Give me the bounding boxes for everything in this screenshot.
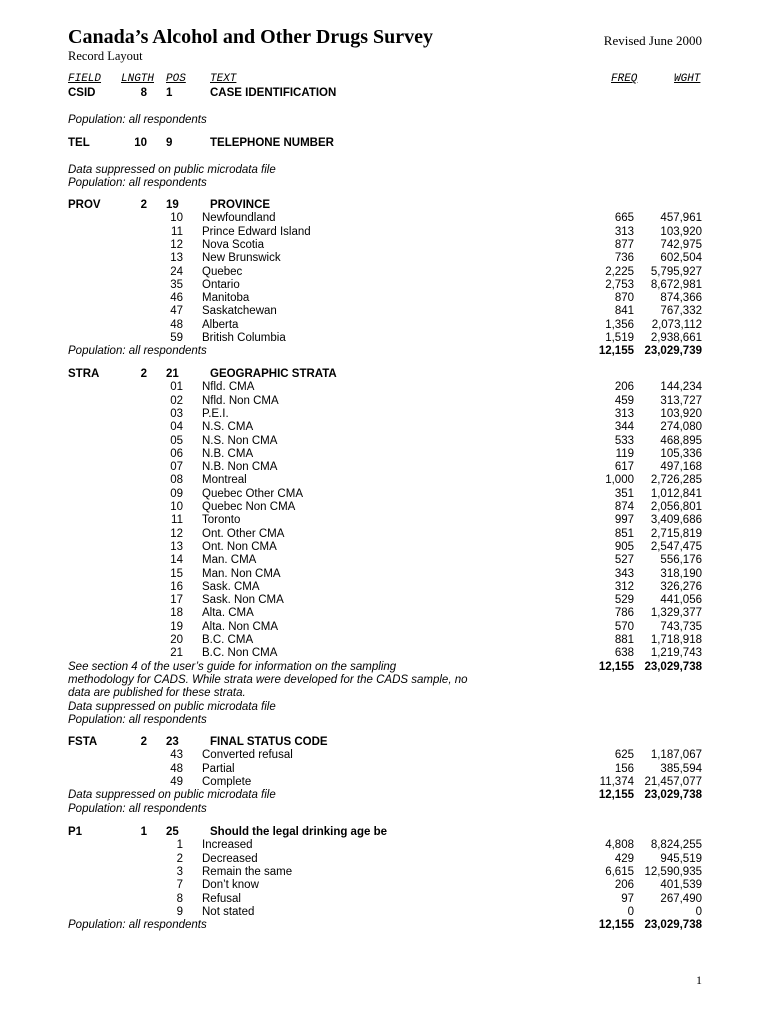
field-position: 19 bbox=[166, 199, 179, 211]
value-code: 10 bbox=[170, 501, 183, 513]
value-frequency: 638 bbox=[614, 647, 634, 660]
field-note: Population: all respondents bbox=[68, 919, 207, 932]
value-frequency: 0 bbox=[627, 905, 634, 918]
value-label: British Columbia bbox=[202, 332, 286, 344]
value-frequency: 2,753 bbox=[605, 278, 634, 291]
value-weight: 1,329,377 bbox=[650, 607, 702, 620]
value-label: Newfoundland bbox=[202, 212, 276, 225]
value-weight: 105,336 bbox=[660, 447, 702, 460]
value-code: 47 bbox=[170, 305, 183, 318]
page-number: 1 bbox=[696, 973, 702, 987]
column-header-field: FIELD bbox=[68, 73, 102, 85]
value-frequency: 527 bbox=[614, 554, 634, 567]
value-label: Alta. CMA bbox=[202, 607, 254, 620]
revision-date: Revised June 2000 bbox=[603, 33, 702, 48]
value-weight: 274,080 bbox=[660, 421, 702, 434]
value-row bbox=[0, 474, 770, 487]
value-weight: 1,718,918 bbox=[650, 634, 702, 646]
value-label: Alberta bbox=[202, 318, 239, 331]
value-frequency: 343 bbox=[614, 567, 634, 580]
value-code: 2 bbox=[176, 852, 183, 865]
value-weight: 556,176 bbox=[660, 554, 702, 567]
value-weight: 385,594 bbox=[660, 762, 702, 775]
value-code: 46 bbox=[170, 292, 183, 305]
value-code: 02 bbox=[170, 394, 183, 407]
value-label: Refusal bbox=[202, 892, 241, 905]
value-label: Prince Edward Island bbox=[202, 225, 311, 238]
value-row bbox=[0, 763, 770, 776]
value-label: Toronto bbox=[202, 514, 241, 527]
field-note: Population: all respondents bbox=[68, 177, 207, 190]
value-weight: 103,920 bbox=[660, 407, 702, 420]
value-frequency: 2,225 bbox=[605, 265, 634, 278]
value-frequency: 533 bbox=[614, 434, 634, 447]
value-frequency: 877 bbox=[614, 238, 634, 251]
field-position: 21 bbox=[166, 368, 179, 380]
value-label: Quebec Other CMA bbox=[202, 487, 303, 500]
value-row bbox=[0, 607, 770, 620]
value-row bbox=[0, 581, 770, 594]
value-label: New Brunswick bbox=[202, 252, 281, 265]
field-note: Data suppressed on public microdata file bbox=[68, 700, 276, 713]
column-header-pos: POS bbox=[166, 73, 186, 85]
value-weight: 2,547,475 bbox=[650, 540, 702, 553]
value-row bbox=[0, 501, 770, 514]
value-label: Quebec bbox=[202, 265, 243, 278]
value-label: Montreal bbox=[202, 474, 247, 487]
value-label: N.B. Non CMA bbox=[202, 461, 278, 474]
value-frequency: 119 bbox=[615, 447, 634, 460]
value-code: 13 bbox=[170, 252, 183, 265]
value-code: 3 bbox=[176, 865, 183, 878]
value-weight: 12,590,935 bbox=[644, 865, 702, 878]
value-code: 1 bbox=[176, 839, 183, 852]
value-label: Decreased bbox=[202, 852, 258, 865]
field-note: Population: all respondents bbox=[68, 345, 207, 358]
value-frequency: 625 bbox=[614, 749, 634, 762]
value-row bbox=[0, 266, 770, 279]
value-label: Quebec Non CMA bbox=[202, 501, 296, 513]
value-code: 08 bbox=[170, 474, 183, 487]
value-row bbox=[0, 647, 770, 660]
value-weight: 8,672,981 bbox=[650, 278, 702, 291]
value-row bbox=[0, 395, 770, 408]
value-label: B.C. CMA bbox=[202, 634, 254, 646]
value-label: Not stated bbox=[202, 905, 255, 918]
value-row bbox=[0, 906, 770, 919]
value-frequency: 156 bbox=[614, 762, 634, 775]
value-code: 35 bbox=[170, 278, 183, 291]
value-code: 43 bbox=[170, 749, 183, 762]
value-label: Nfld. CMA bbox=[202, 381, 255, 394]
value-row bbox=[0, 279, 770, 292]
value-code: 48 bbox=[170, 762, 183, 775]
value-row bbox=[0, 292, 770, 305]
field-position: 1 bbox=[166, 87, 173, 99]
field-length: 2 bbox=[140, 199, 147, 211]
value-label: Alta. Non CMA bbox=[202, 620, 279, 633]
value-frequency: 665 bbox=[614, 212, 634, 225]
value-row bbox=[0, 594, 770, 607]
value-code: 9 bbox=[176, 905, 183, 918]
value-weight: 767,332 bbox=[660, 305, 702, 318]
value-code: 20 bbox=[170, 634, 183, 646]
total-weight: 23,029,738 bbox=[644, 789, 702, 802]
field-name: PROV bbox=[68, 199, 101, 211]
value-frequency: 874 bbox=[614, 501, 634, 513]
value-label: Remain the same bbox=[202, 865, 293, 878]
value-frequency: 429 bbox=[614, 852, 634, 865]
value-weight: 441,056 bbox=[660, 594, 702, 607]
field-name: P1 bbox=[68, 826, 83, 838]
value-label: Ontario bbox=[202, 278, 240, 291]
value-code: 48 bbox=[170, 318, 183, 331]
field-length: 1 bbox=[140, 826, 147, 838]
value-label: Don’t know bbox=[202, 879, 259, 892]
value-weight: 2,715,819 bbox=[650, 527, 702, 540]
page-title: Canada’s Alcohol and Other Drugs Survey bbox=[68, 26, 434, 48]
field-description: Should the legal drinking age be bbox=[210, 826, 387, 838]
value-weight: 1,012,841 bbox=[650, 487, 702, 500]
value-code: 18 bbox=[170, 607, 183, 620]
value-row bbox=[0, 554, 770, 567]
value-label: Sask. CMA bbox=[202, 580, 260, 593]
field-note: Data suppressed on public microdata file bbox=[68, 164, 276, 176]
field-description: CASE IDENTIFICATION bbox=[210, 87, 337, 99]
total-frequency: 12,155 bbox=[598, 660, 634, 673]
value-weight: 874,366 bbox=[660, 292, 702, 305]
value-frequency: 1,356 bbox=[605, 318, 634, 331]
value-frequency: 570 bbox=[614, 620, 634, 633]
value-row bbox=[0, 514, 770, 527]
value-code: 21 bbox=[170, 647, 183, 660]
value-label: N.S. CMA bbox=[202, 421, 254, 434]
value-label: B.C. Non CMA bbox=[202, 647, 278, 660]
field-length: 8 bbox=[140, 87, 147, 99]
value-frequency: 881 bbox=[614, 634, 634, 646]
value-row bbox=[0, 252, 770, 265]
value-weight: 1,219,743 bbox=[650, 647, 702, 660]
field-length: 2 bbox=[140, 368, 147, 380]
value-label: P.E.I. bbox=[202, 407, 229, 420]
value-weight: 0 bbox=[695, 905, 702, 918]
field-name: CSID bbox=[68, 87, 96, 99]
value-label: Sask. Non CMA bbox=[202, 594, 284, 607]
value-label: Manitoba bbox=[202, 292, 250, 305]
field-length: 2 bbox=[140, 736, 147, 748]
value-frequency: 312 bbox=[614, 580, 634, 593]
value-code: 03 bbox=[170, 407, 183, 420]
field-name: TEL bbox=[68, 137, 90, 149]
value-frequency: 1,000 bbox=[605, 474, 634, 487]
value-weight: 1,187,067 bbox=[650, 749, 702, 762]
value-row bbox=[0, 408, 770, 421]
value-label: Complete bbox=[202, 775, 252, 788]
value-code: 11 bbox=[171, 225, 183, 238]
value-frequency: 6,615 bbox=[605, 865, 634, 878]
value-row bbox=[0, 853, 770, 866]
column-header-wght: WGHT bbox=[674, 73, 701, 85]
value-weight: 5,795,927 bbox=[650, 265, 702, 278]
value-frequency: 313 bbox=[614, 225, 634, 238]
value-frequency: 11,374 bbox=[599, 775, 634, 788]
value-code: 12 bbox=[170, 527, 183, 540]
value-row bbox=[0, 776, 770, 789]
value-label: Man. CMA bbox=[202, 554, 257, 567]
value-weight: 313,727 bbox=[660, 394, 702, 407]
value-label: Converted refusal bbox=[202, 749, 293, 762]
value-label: Ont. Non CMA bbox=[202, 540, 277, 553]
value-row bbox=[0, 461, 770, 474]
value-frequency: 870 bbox=[614, 292, 634, 305]
value-weight: 3,409,686 bbox=[650, 514, 702, 527]
field-description: GEOGRAPHIC STRATA bbox=[210, 368, 337, 380]
value-row bbox=[0, 621, 770, 634]
value-weight: 21,457,077 bbox=[644, 775, 702, 788]
value-code: 04 bbox=[170, 421, 183, 434]
field-description: TELEPHONE NUMBER bbox=[210, 137, 334, 149]
field-note: Data suppressed on public microdata file bbox=[68, 789, 276, 802]
field-name: STRA bbox=[68, 368, 100, 380]
value-weight: 2,056,801 bbox=[650, 501, 702, 513]
value-row bbox=[0, 212, 770, 225]
value-code: 16 bbox=[170, 580, 183, 593]
field-note: data are published for these strata. bbox=[68, 687, 246, 700]
value-label: Increased bbox=[202, 839, 253, 852]
value-weight: 326,276 bbox=[660, 580, 702, 593]
value-code: 24 bbox=[170, 265, 183, 278]
total-weight: 23,029,738 bbox=[644, 660, 702, 673]
value-code: 19 bbox=[170, 620, 183, 633]
value-code: 8 bbox=[176, 892, 183, 905]
value-code: 09 bbox=[170, 487, 183, 500]
value-row bbox=[0, 226, 770, 239]
total-frequency: 12,155 bbox=[598, 345, 634, 358]
value-label: Ont. Other CMA bbox=[202, 527, 285, 540]
field-note: See section 4 of the user’s guide for information on the sampling bbox=[68, 660, 397, 673]
value-row bbox=[0, 448, 770, 461]
value-row bbox=[0, 332, 770, 345]
value-row bbox=[0, 568, 770, 581]
value-weight: 401,539 bbox=[660, 879, 702, 892]
value-frequency: 736 bbox=[614, 252, 634, 265]
value-code: 10 bbox=[170, 212, 183, 225]
value-label: Nova Scotia bbox=[202, 238, 265, 251]
value-code: 59 bbox=[170, 332, 183, 344]
value-frequency: 905 bbox=[614, 540, 634, 553]
value-label: Partial bbox=[202, 762, 235, 775]
value-code: 13 bbox=[170, 540, 183, 553]
value-weight: 742,975 bbox=[660, 238, 702, 251]
total-frequency: 12,155 bbox=[598, 789, 634, 802]
value-row bbox=[0, 893, 770, 906]
value-code: 06 bbox=[170, 447, 183, 460]
value-row bbox=[0, 839, 770, 852]
value-row bbox=[0, 381, 770, 394]
value-frequency: 529 bbox=[614, 594, 634, 607]
field-note: methodology for CADS. While strata were developed for the CADS sample, no bbox=[68, 673, 468, 686]
value-code: 49 bbox=[170, 775, 183, 788]
value-code: 14 bbox=[170, 554, 183, 567]
value-weight: 602,504 bbox=[660, 252, 702, 265]
value-label: Saskatchewan bbox=[202, 305, 277, 318]
total-frequency: 12,155 bbox=[598, 919, 634, 932]
column-header-freq: FREQ bbox=[611, 73, 638, 85]
value-frequency: 4,808 bbox=[605, 839, 634, 852]
value-frequency: 617 bbox=[614, 461, 634, 474]
field-name: FSTA bbox=[68, 736, 98, 748]
value-label: N.S. Non CMA bbox=[202, 434, 278, 447]
field-description: FINAL STATUS CODE bbox=[210, 736, 328, 748]
value-frequency: 851 bbox=[614, 527, 634, 540]
value-weight: 2,726,285 bbox=[650, 474, 702, 487]
value-weight: 318,190 bbox=[660, 567, 702, 580]
value-row bbox=[0, 435, 770, 448]
value-frequency: 344 bbox=[614, 421, 634, 434]
value-code: 11 bbox=[171, 514, 183, 527]
value-weight: 144,234 bbox=[660, 381, 702, 394]
value-frequency: 459 bbox=[614, 394, 634, 407]
value-row bbox=[0, 749, 770, 762]
value-weight: 945,519 bbox=[660, 852, 702, 865]
value-code: 05 bbox=[170, 434, 183, 447]
value-row bbox=[0, 239, 770, 252]
value-code: 01 bbox=[170, 381, 183, 394]
column-header-text: TEXT bbox=[210, 73, 237, 85]
total-weight: 23,029,738 bbox=[644, 919, 702, 932]
value-row bbox=[0, 305, 770, 318]
value-code: 15 bbox=[170, 567, 183, 580]
field-note: Population: all respondents bbox=[68, 713, 207, 726]
value-row bbox=[0, 319, 770, 332]
value-frequency: 841 bbox=[614, 305, 634, 318]
value-row bbox=[0, 528, 770, 541]
value-frequency: 206 bbox=[614, 381, 634, 394]
value-frequency: 206 bbox=[614, 879, 634, 892]
field-position: 9 bbox=[166, 137, 173, 149]
value-row bbox=[0, 541, 770, 554]
value-weight: 743,735 bbox=[660, 620, 702, 633]
field-description: PROVINCE bbox=[210, 199, 271, 211]
value-code: 07 bbox=[170, 461, 183, 474]
value-label: Man. Non CMA bbox=[202, 567, 281, 580]
value-frequency: 997 bbox=[614, 514, 634, 527]
field-position: 23 bbox=[166, 736, 179, 748]
value-weight: 8,824,255 bbox=[650, 839, 702, 852]
value-row bbox=[0, 634, 770, 647]
value-row bbox=[0, 866, 770, 879]
value-frequency: 97 bbox=[621, 892, 634, 905]
value-weight: 267,490 bbox=[660, 892, 702, 905]
value-code: 7 bbox=[176, 879, 183, 892]
value-frequency: 1,519 bbox=[605, 332, 634, 344]
total-weight: 23,029,739 bbox=[644, 345, 702, 358]
column-header-length: LNGTH bbox=[121, 73, 155, 85]
field-position: 25 bbox=[166, 826, 179, 838]
value-frequency: 786 bbox=[614, 607, 634, 620]
value-weight: 468,895 bbox=[660, 434, 702, 447]
value-code: 12 bbox=[170, 238, 183, 251]
value-row bbox=[0, 879, 770, 892]
page-subtitle: Record Layout bbox=[68, 49, 143, 63]
value-weight: 457,961 bbox=[660, 212, 702, 225]
value-frequency: 351 bbox=[614, 487, 634, 500]
value-weight: 2,073,112 bbox=[651, 318, 702, 331]
value-code: 17 bbox=[170, 594, 183, 607]
field-note: Population: all respondents bbox=[68, 114, 207, 126]
value-row bbox=[0, 488, 770, 501]
field-note: Population: all respondents bbox=[68, 802, 207, 815]
value-frequency: 313 bbox=[614, 407, 634, 420]
value-row bbox=[0, 421, 770, 434]
field-length: 10 bbox=[134, 137, 147, 149]
value-label: Nfld. Non CMA bbox=[202, 394, 279, 407]
value-label: N.B. CMA bbox=[202, 447, 254, 460]
value-weight: 497,168 bbox=[660, 461, 702, 474]
value-weight: 103,920 bbox=[660, 225, 702, 238]
value-weight: 2,938,661 bbox=[650, 332, 702, 344]
